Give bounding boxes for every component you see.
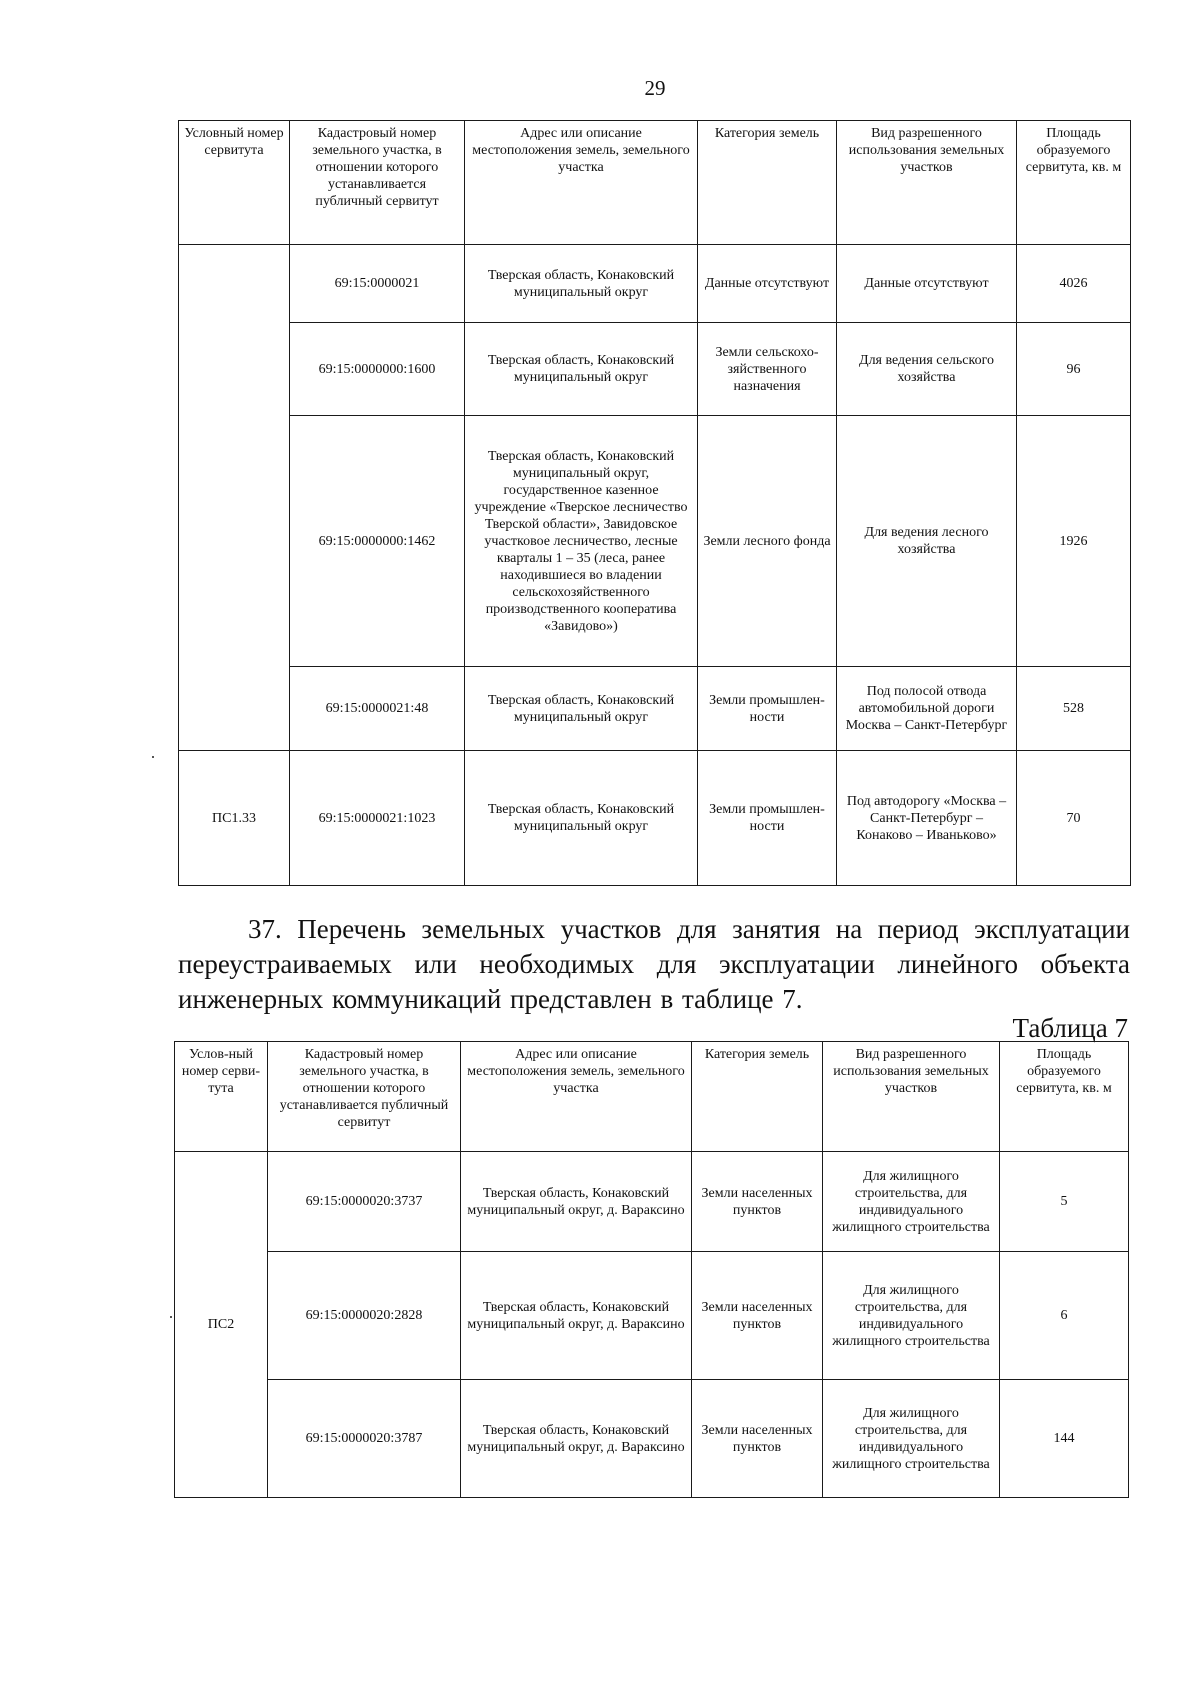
cadastral-cell: 69:15:0000020:2828	[268, 1252, 461, 1380]
area-cell: 4026	[1017, 245, 1131, 323]
usage-cell: Для жилищного строительства, для индивидуального жилищного строительства	[823, 1252, 1000, 1380]
page-number: 29	[644, 76, 666, 100]
header-land-category: Категория земель	[698, 121, 837, 245]
area-cell: 70	[1017, 751, 1131, 886]
usage-cell: Для жилищного строительства, для индивидуального жилищного строительства	[823, 1380, 1000, 1498]
usage-cell: Для ведения сельского хозяйства	[837, 323, 1017, 416]
area-cell: 6	[1000, 1252, 1129, 1380]
header-area: Площадь образуемого сервитута, кв. м	[1017, 121, 1131, 245]
header-address: Адрес или описание местоположения земель, земельного участка	[461, 1042, 692, 1152]
servitude-cell: ПС2	[175, 1152, 268, 1498]
usage-cell: Для ведения лесного хозяйства	[837, 416, 1017, 667]
header-cadastral-number: Кадастровый номер земельного участка, в отношении которого устанавливается публичный сервитут	[268, 1042, 461, 1152]
usage-cell: Для жилищного строительства, для индивидуального жилищного строительства	[823, 1152, 1000, 1252]
area-cell: 5	[1000, 1152, 1129, 1252]
category-cell: Данные отсутствуют	[698, 245, 837, 323]
cadastral-cell: 69:15:0000020:3787	[268, 1380, 461, 1498]
usage-cell: Под полосой отвода автомобильной дороги Москва – Санкт-Петербург	[837, 667, 1017, 751]
header-servitude-number: Услов-ный номер серви-тута	[175, 1042, 268, 1152]
address-cell: Тверская область, Конаковский муниципальный округ, д. Вараксино	[461, 1252, 692, 1380]
servitude-cell-empty	[179, 245, 290, 751]
area-cell: 144	[1000, 1380, 1129, 1498]
header-permitted-use: Вид разрешенного использования земельных участков	[837, 121, 1017, 245]
table-row	[179, 667, 1131, 751]
cadastral-cell: 69:15:0000021:48	[290, 667, 465, 751]
header-permitted-use: Вид разрешенного использования земельных участков	[823, 1042, 1000, 1152]
scan-speck	[152, 756, 154, 758]
category-cell: Земли населенных пунктов	[692, 1380, 823, 1498]
address-cell: Тверская область, Конаковский муниципальный округ	[465, 751, 698, 886]
cadastral-cell: 69:15:0000021:1023	[290, 751, 465, 886]
category-cell: Земли населенных пунктов	[692, 1252, 823, 1380]
area-cell: 96	[1017, 323, 1131, 416]
usage-cell: Данные отсутствуют	[837, 245, 1017, 323]
table-row	[179, 751, 1131, 886]
table-header-row	[175, 1042, 1129, 1152]
cadastral-cell: 69:15:0000000:1462	[290, 416, 465, 667]
address-cell: Тверская область, Конаковский муниципальный округ	[465, 245, 698, 323]
address-cell: Тверская область, Конаковский муниципальный округ	[465, 667, 698, 751]
table-row	[175, 1152, 1129, 1252]
category-cell: Земли промышлен-ности	[698, 751, 837, 886]
category-cell: Земли лесного фонда	[698, 416, 837, 667]
area-cell: 528	[1017, 667, 1131, 751]
address-cell: Тверская область, Конаковский муниципальный округ, д. Вараксино	[461, 1380, 692, 1498]
address-cell: Тверская область, Конаковский муниципальный округ, государственное казенное учреждение «Тверское лесничество Тверской области», Завидовское участковое лесничество, лесные кварталы 1 – 35 (леса, ранее находившиеся во владении сельскохозяйственного производственного кооператива «Завидово»)	[465, 416, 698, 667]
header-cadastral-number: Кадастровый номер земельного участка, в отношении которого устанавливается публичный сервитут	[290, 121, 465, 245]
table-row	[179, 416, 1131, 667]
scan-speck	[170, 1316, 172, 1318]
header-area: Площадь образуемого сервитута, кв. м	[1000, 1042, 1129, 1152]
category-cell: Земли сельскохо-зяйственного назначения	[698, 323, 837, 416]
category-cell: Земли промышлен-ности	[698, 667, 837, 751]
header-address: Адрес или описание местоположения земель, земельного участка	[465, 121, 698, 245]
table-row	[175, 1252, 1129, 1380]
header-land-category: Категория земель	[692, 1042, 823, 1152]
address-cell: Тверская область, Конаковский муниципальный округ	[465, 323, 698, 416]
cadastral-cell: 69:15:0000020:3737	[268, 1152, 461, 1252]
table-7-caption: Таблица 7	[1012, 1013, 1128, 1043]
section-37-paragraph: 37. Перечень земельных участков для занятия на период эксплуатации переустраиваемых или необходимых для эксплуатации линейного объекта инженерных коммуникаций представлен в таблице 7.	[178, 914, 1130, 1014]
table-row	[179, 323, 1131, 416]
table-row	[179, 245, 1131, 323]
cadastral-cell: 69:15:0000000:1600	[290, 323, 465, 416]
table-row	[175, 1380, 1129, 1498]
servitude-cell: ПС1.33	[179, 751, 290, 886]
category-cell: Земли населенных пунктов	[692, 1152, 823, 1252]
servitude-table-continued	[178, 120, 1131, 886]
cadastral-cell: 69:15:0000021	[290, 245, 465, 323]
table-7	[174, 1041, 1129, 1498]
table-header-row	[179, 121, 1131, 245]
header-servitude-number: Условный номер сервитута	[179, 121, 290, 245]
area-cell: 1926	[1017, 416, 1131, 667]
address-cell: Тверская область, Конаковский муниципальный округ, д. Вараксино	[461, 1152, 692, 1252]
usage-cell: Под автодорогу «Москва – Санкт-Петербург – Конаково – Иваньково»	[837, 751, 1017, 886]
